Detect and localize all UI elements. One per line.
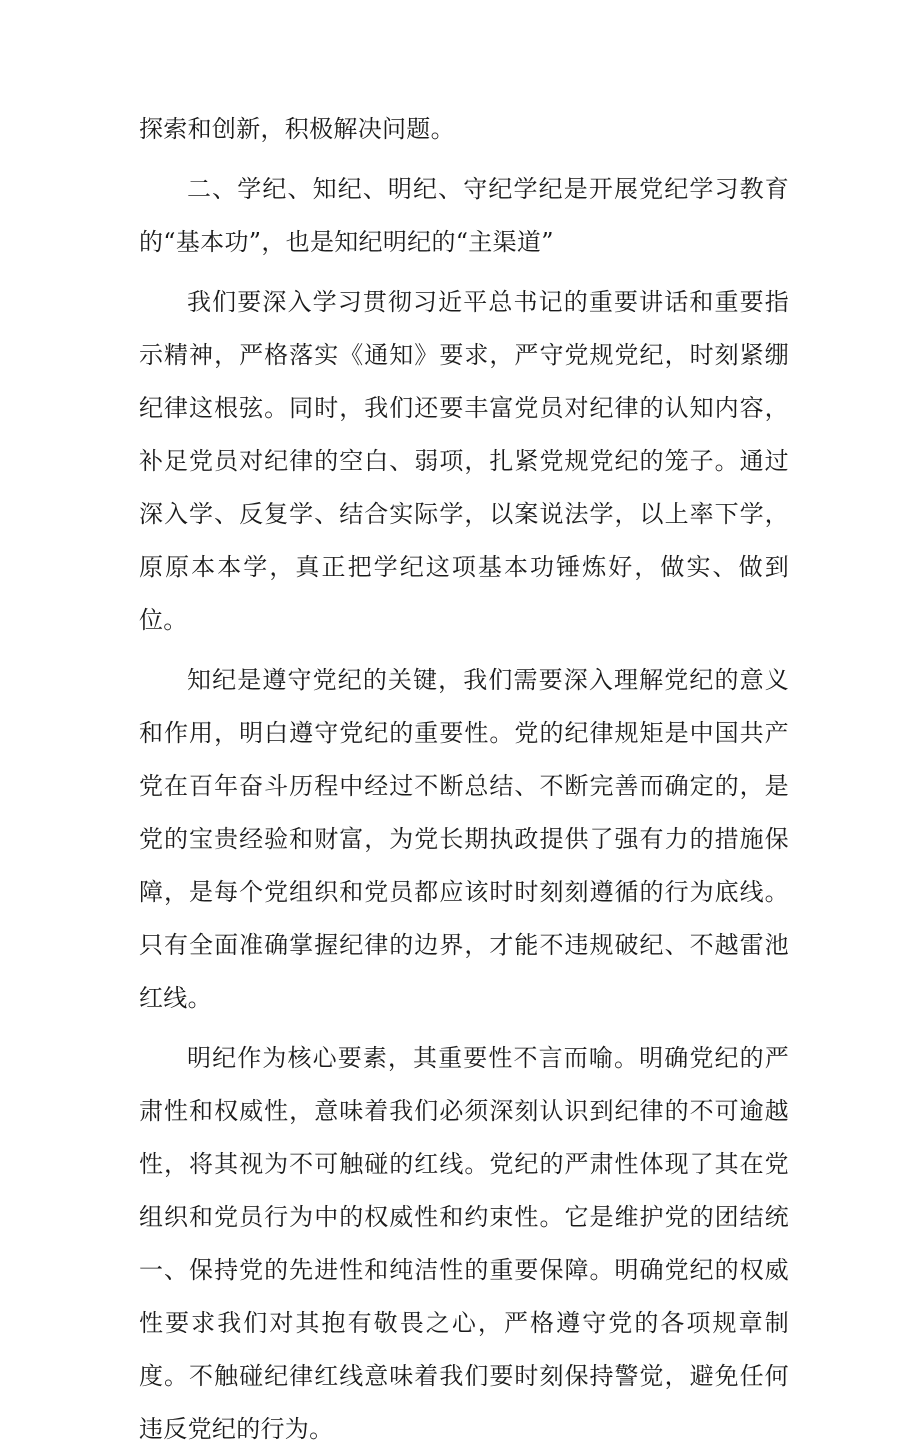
paragraph-understand-discipline: 明纪作为核心要素，其重要性不言而喻。明确党纪的严肃性和权威性，意味着我们必须深刻认识到纪律的不可逾越性，将其视为不可触碰的红线。党纪的严肃性体现了其在党组织和党员行为中的权威性和约束性。它是维护党的团结统一、保持党的先进性和纯洁性的重要保障。明确党纪的权威性要求我们对其抱有敬畏之心，严格遵守党的各项规章制度。不触碰纪律红线意味着我们要时刻保持警觉，避免任何违反党纪的行为。 (139, 1044, 789, 1443)
section-heading: 二、学纪、知纪、明纪、守纪学纪是开展党纪学习教育的“基本功”，也是知纪明纪的“主渠道” (139, 175, 789, 256)
paragraph-continuation: 探索和创新，积极解决问题。 (139, 115, 455, 143)
paragraph-know-discipline: 知纪是遵守党纪的关键，我们需要深入理解党纪的意义和作用，明白遵守党纪的重要性。党的纪律规矩是中国共产党在百年奋斗历程中经过不断总结、不断完善而确定的，是党的宝贵经验和财富，为党长期执政提供了强有力的措施保障，是每个党组织和党员都应该时时刻刻遵循的行为底线。只有全面准确掌握纪律的边界，才能不违规破纪、不越雷池红线。 (139, 666, 789, 1012)
paragraph-study-discipline: 我们要深入学习贯彻习近平总书记的重要讲话和重要指示精神，严格落实《通知》要求，严守党规党纪，时刻紧绷纪律这根弦。同时，我们还要丰富党员对纪律的认知内容，补足党员对纪律的空白、弱项，扎紧党规党纪的笼子。通过深入学、反复学、结合实际学，以案说法学，以上率下学，原原本本学，真正把学纪这项基本功锤炼好，做实、做到位。 (139, 288, 789, 634)
